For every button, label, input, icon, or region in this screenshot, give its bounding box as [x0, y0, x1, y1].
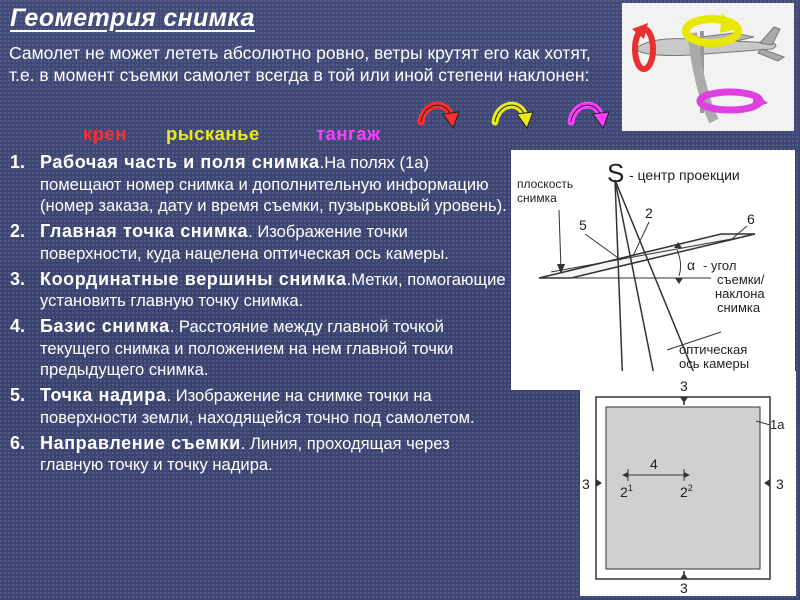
item-body: Изображение на снимке точки на поверхности земли, находящейся точно под самолетом.: [40, 386, 475, 427]
alpha-label: α: [687, 257, 696, 273]
definition-item: [10, 433, 510, 476]
item-body: Метки, помогающие установить главную точку снимка.: [40, 269, 506, 310]
fiducial-left-label: 3: [582, 476, 590, 492]
angle-label-line3: наклона: [715, 286, 765, 301]
item-title: Координатные вершины снимка: [40, 268, 347, 289]
axis-label-line2: ось камеры: [679, 356, 750, 371]
angle-label-line2: съемки/: [717, 272, 765, 287]
item-title-punct: .: [169, 317, 179, 336]
projection-center-desc: - центр проекции: [629, 167, 740, 183]
plane-label-line1: плоскость: [517, 177, 574, 191]
roll-arrow-icon: [415, 96, 461, 130]
item-body: Изображение точки поверхности, куда нацелена оптическая ось камеры.: [40, 222, 449, 263]
projection-diagram: [511, 150, 795, 390]
intro-text: Самолет не может лететь абсолютно ровно, ветры крутят его как хотят, т.е. в момент съемки самолет всегда в той или иной степени наклонен:: [9, 43, 591, 85]
slide-title: Геометрия снимка: [10, 4, 255, 32]
point-2-label: 2: [645, 205, 653, 221]
item-title: Точка надира: [40, 385, 167, 405]
definition-item: [10, 152, 510, 217]
item-title-punct: .: [240, 433, 250, 453]
basis-label: 4: [650, 456, 658, 472]
fiducial-right-label: 3: [776, 476, 784, 492]
angle-label-line1: - угол: [703, 258, 737, 273]
roll-label: крен: [83, 123, 128, 144]
item-title: Базис снимка: [40, 316, 170, 336]
yaw-arrow-icon: [489, 96, 535, 130]
definition-item: [10, 269, 510, 312]
item-title: Главная точка снимка: [40, 221, 249, 241]
margin-label: 1а: [770, 417, 785, 432]
item-title-punct: .: [248, 222, 258, 241]
item-title-punct: .: [166, 386, 176, 405]
item-title: Направление съемки: [40, 432, 241, 453]
item-number: 5.: [10, 385, 26, 405]
definition-item: [10, 316, 510, 381]
photo-frame-diagram: [580, 371, 796, 596]
definition-item: [10, 385, 510, 428]
definition-item: [10, 221, 510, 264]
fiducial-top-label: 3: [680, 378, 688, 394]
axis-label-line1: оптическая: [679, 342, 748, 357]
item-title: Рабочая часть и поля снимка: [40, 152, 320, 172]
item-title-punct: .: [319, 153, 325, 172]
point-5-label: 5: [579, 217, 587, 233]
item-title-punct: .: [346, 269, 352, 289]
angle-label-line4: снимка: [717, 300, 761, 315]
principal-point-2-label: $2^2$: [680, 483, 693, 500]
item-number: 6.: [10, 432, 26, 453]
airplane-rotation-image: [622, 3, 794, 131]
item-body: На полях (1а) помещают номер снимка и дополнительную информацию (номер заказа, дату и время съемки, пузырьковый уровень).: [40, 153, 507, 215]
pitch-arrow-icon: [565, 96, 611, 130]
pitch-label: тангаж: [316, 123, 381, 144]
point-6-label: 6: [747, 211, 755, 227]
principal-point-1-label: $2^1$: [620, 483, 633, 500]
item-body: Расстояние между главной точкой текущего снимка и положением на нем главной точки предыдущего снимка.: [40, 317, 454, 379]
plane-label-line2: снимка: [517, 191, 557, 205]
item-number: 1.: [10, 152, 26, 172]
fiducial-bottom-label: 3: [680, 580, 688, 596]
item-body: Линия, проходящая через главную точку и точку надира.: [40, 433, 450, 474]
definition-list: [10, 152, 510, 480]
yaw-label: рысканье: [166, 123, 260, 144]
projection-center-label: S: [607, 158, 625, 188]
item-number: 4.: [10, 316, 26, 336]
item-number: 3.: [10, 268, 26, 289]
item-number: 2.: [10, 221, 26, 241]
